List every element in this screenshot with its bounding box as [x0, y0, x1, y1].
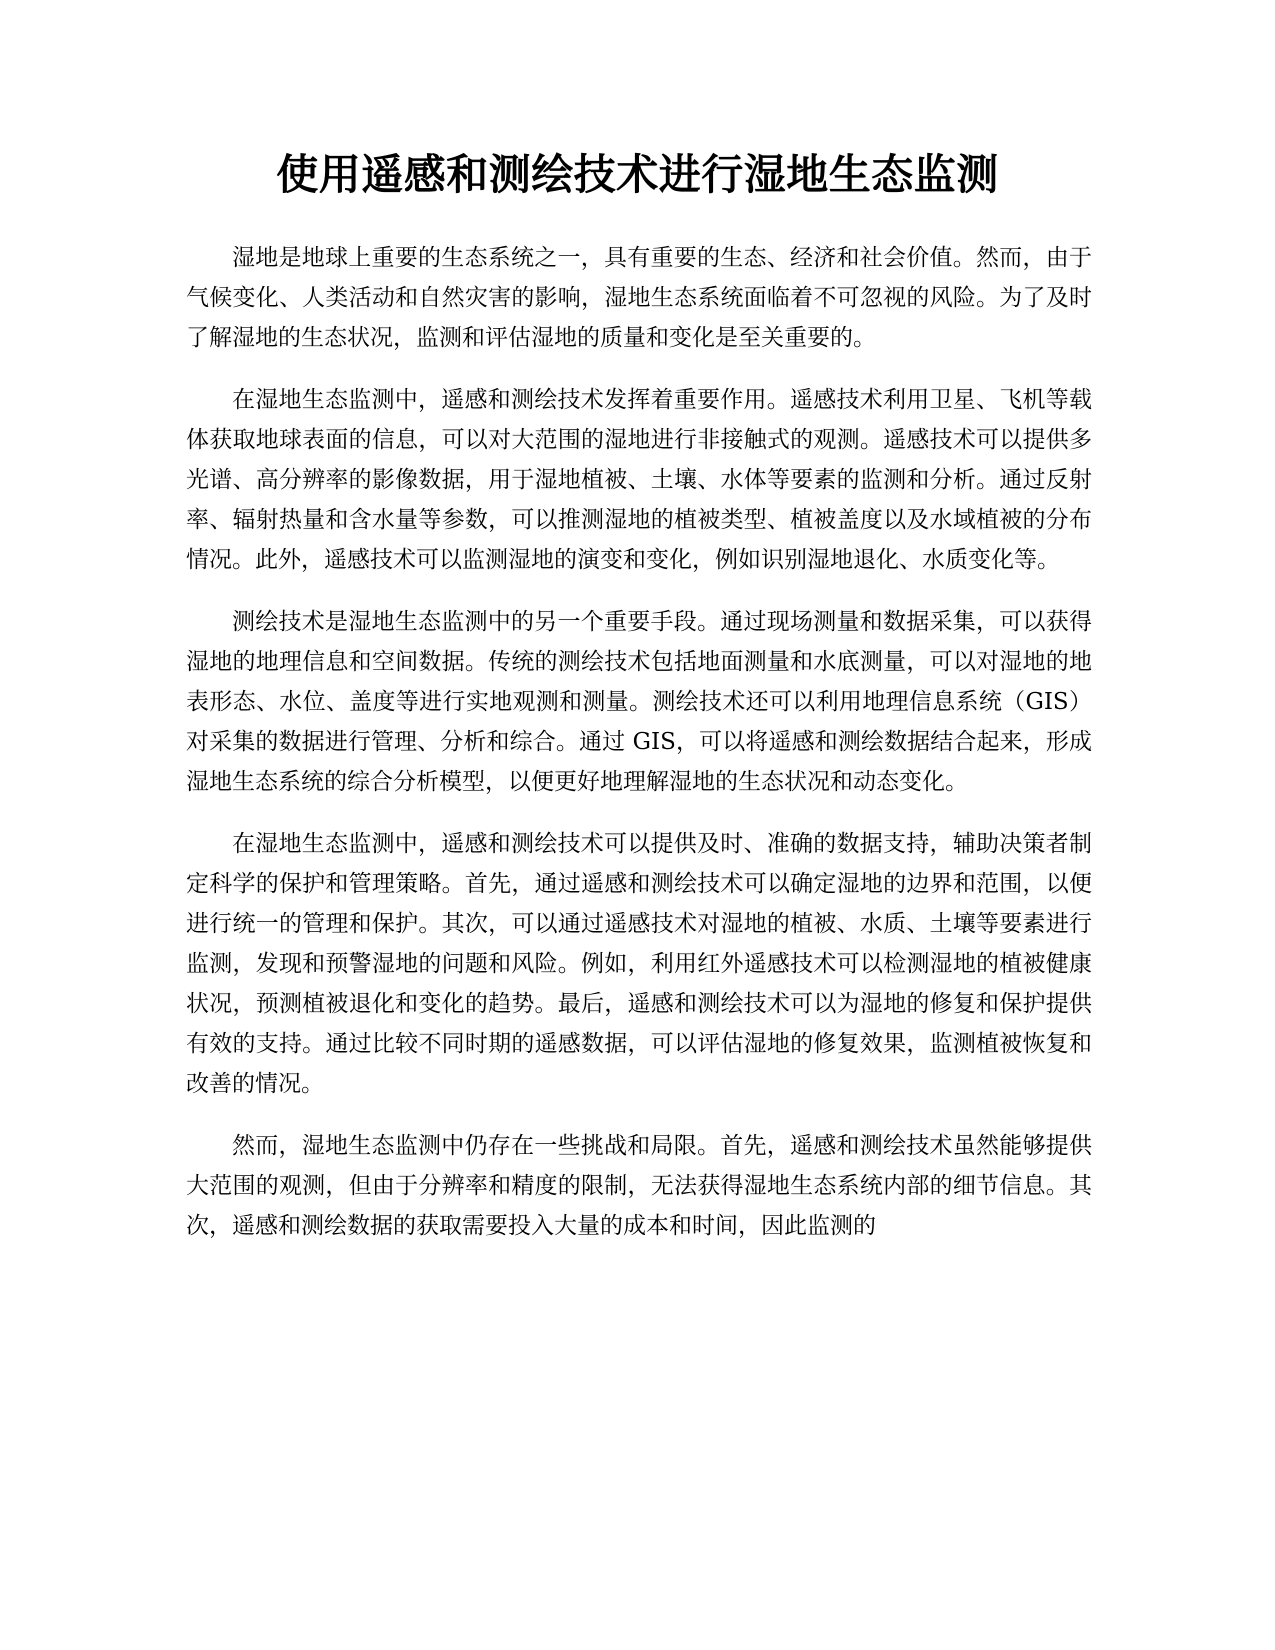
paragraph-2: 在湿地生态监测中，遥感和测绘技术发挥着重要作用。遥感技术利用卫星、飞机等载体获取地球表面的信息，可以对大范围的湿地进行非接触式的观测。遥感技术可以提供多光谱、高分辨率的影像数据，用于湿地植被、土壤、水体等要素的监测和分析。通过反射率、辐射热量和含水量等参数，可以推测湿地的植被类型、植被盖度以及水域植被的分布情况。此外，遥感技术可以监测湿地的演变和变化，例如识别湿地退化、水质变化等。	[186, 387, 1092, 573]
document-body	[186, 238, 1092, 1268]
document-title: 使用遥感和测绘技术进行湿地生态监测	[276, 150, 999, 199]
paragraph-4: 在湿地生态监测中，遥感和测绘技术可以提供及时、准确的数据支持，辅助决策者制定科学的保护和管理策略。首先，通过遥感和测绘技术可以确定湿地的边界和范围，以便进行统一的管理和保护。其次，可以通过遥感技术对湿地的植被、水质、土壤等要素进行监测，发现和预警湿地的问题和风险。例如，利用红外遥感技术可以检测湿地的植被健康状况，预测植被退化和变化的趋势。最后，遥感和测绘技术可以为湿地的修复和保护提供有效的支持。通过比较不同时期的遥感数据，可以评估湿地的修复效果，监测植被恢复和改善的情况。	[186, 831, 1092, 1097]
paragraph-5: 然而，湿地生态监测中仍存在一些挑战和局限。首先，遥感和测绘技术虽然能够提供大范围的观测，但由于分辨率和精度的限制，无法获得湿地生态系统内部的细节信息。其次，遥感和测绘数据的获取需要投入大量的成本和时间，因此监测的	[186, 1133, 1092, 1239]
paragraph-3: 测绘技术是湿地生态监测中的另一个重要手段。通过现场测量和数据采集，可以获得湿地的地理信息和空间数据。传统的测绘技术包括地面测量和水底测量，可以对湿地的地表形态、水位、盖度等进行实地观测和测量。测绘技术还可以利用地理信息系统（GIS）对采集的数据进行管理、分析和综合。通过 GIS，可以将遥感和测绘数据结合起来，形成湿地生态系统的综合分析模型，以便更好地理解湿地的生态状况和动态变化。	[186, 609, 1092, 795]
paragraph-1: 湿地是地球上重要的生态系统之一，具有重要的生态、经济和社会价值。然而，由于气候变化、人类活动和自然灾害的影响，湿地生态系统面临着不可忽视的风险。为了及时了解湿地的生态状况，监测和评估湿地的质量和变化是至关重要的。	[186, 245, 1092, 351]
